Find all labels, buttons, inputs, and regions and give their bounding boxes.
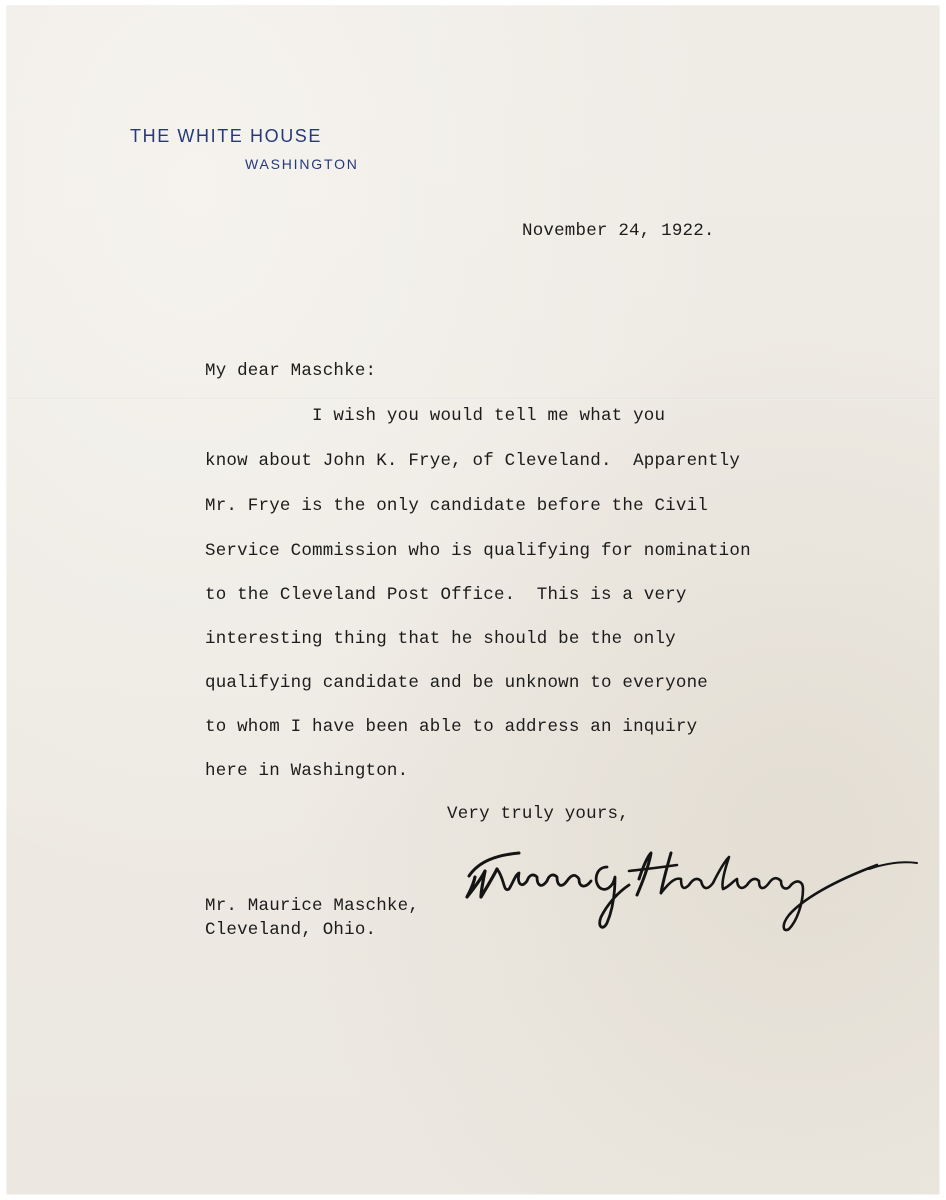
letterhead-title: THE WHITE HOUSE	[130, 126, 323, 146]
salutation: My dear Maschke:	[205, 361, 377, 381]
addressee-city: Cleveland, Ohio.	[205, 920, 377, 940]
body-line: qualifying candidate and be unknown to everyone	[205, 673, 708, 693]
body-line: know about John K. Frye, of Cleveland. Apparently	[205, 451, 741, 471]
body-line: interesting thing that he should be the only	[205, 629, 676, 649]
paper-fold-line	[7, 398, 939, 400]
letter-page	[7, 6, 939, 1194]
handwritten-signature	[457, 831, 927, 941]
addressee-name: Mr. Maurice Maschke,	[205, 896, 420, 916]
letter-date: November 24, 1922.	[522, 221, 715, 241]
letterhead-location: WASHINGTON	[245, 156, 359, 172]
body-line: Service Commission who is qualifying for nomination	[205, 541, 751, 561]
closing: Very truly yours,	[447, 804, 629, 824]
body-line: I wish you would tell me what you	[205, 406, 666, 426]
body-line: to the Cleveland Post Office. This is a very	[205, 585, 687, 605]
body-line: here in Washington.	[205, 761, 409, 781]
body-line: Mr. Frye is the only candidate before the Civil	[205, 496, 708, 516]
body-line: to whom I have been able to address an inquiry	[205, 717, 698, 737]
